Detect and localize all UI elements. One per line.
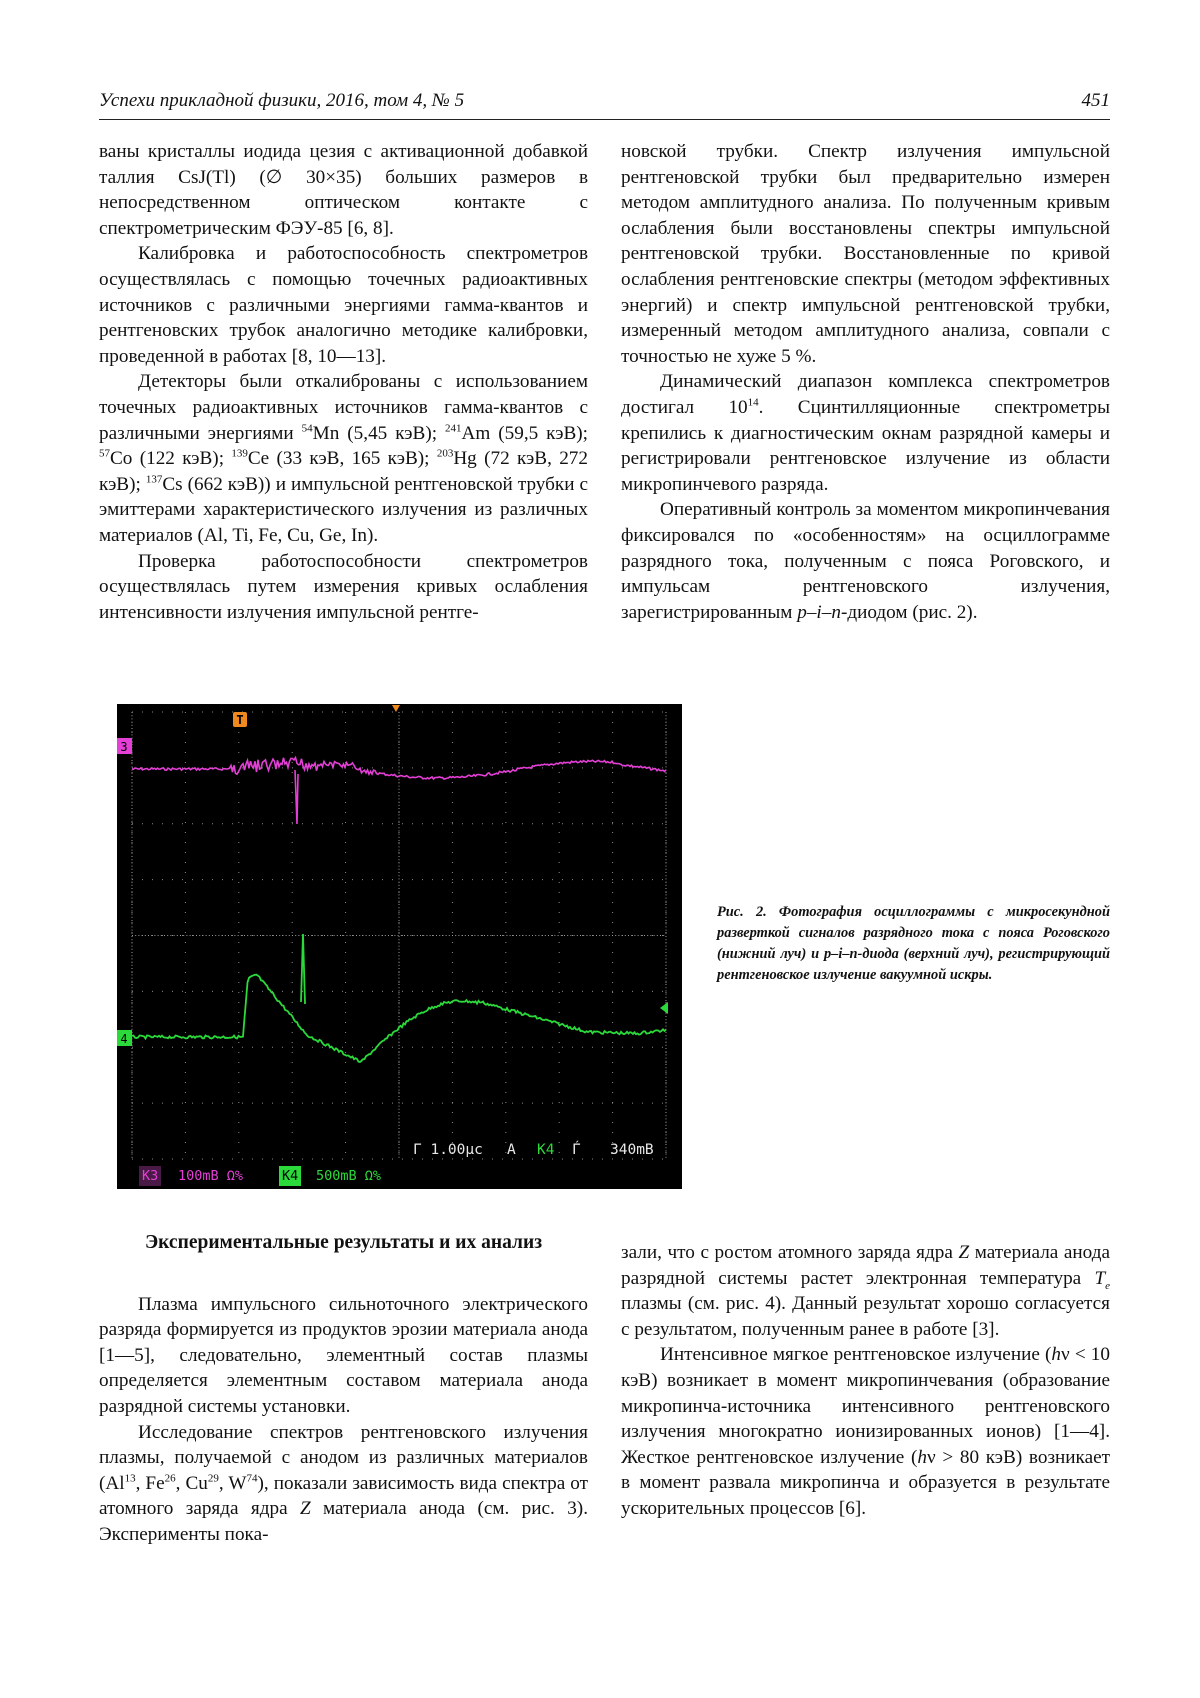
trigger-slope-readout: Ѓ (572, 1142, 581, 1158)
ch3-label: K3 (139, 1166, 161, 1186)
journal-title: Успехи прикладной физики, 2016, том 4, № 5 (99, 90, 465, 111)
page-number: 451 (1081, 90, 1110, 111)
oscillogram-figure (117, 704, 682, 1189)
paragraph: зали, что с ростом атомного заряда ядра Z материала анода разрядной системы растет электронная температура $T_e$ плазмы (см. рис. 4). Данный результат хорошо согласуется с результатом, полученным ранее в работе [3]. (621, 1242, 1110, 1340)
paragraph: Оперативный контроль за моментом микропинчевания фиксировался по «особенностям» на осциллограмме разрядного тока, полученным с пояса Роговского, и импульсам рентгеновского излучения, зарегистрированным p–i–n-диодом (рис. 2). (621, 499, 1110, 623)
section-heading: Экспериментальные результаты и их анализ (144, 1232, 543, 1253)
channel-status-bar (117, 1163, 682, 1189)
paragraph: Детекторы были откалиброваны с использованием точечных радиоактивных источников гамма-квантов с различными энергиями $^{54}$Mn (5,45 кэВ); $^{241}$Am (59,5 кэВ); $^{57}$Co (122 кэВ); $^{139}$Ce (33 кэВ, 165 кэВ); $^{203}$Hg (72 кэВ, 272 кэВ); $^{137}$Cs (662 кэВ)) и импульсной рентгеновской трубки с эмиттерами характеристического излучения из различных материалов (Al, Ti, Fe, Cu, Ge, In). (99, 371, 588, 546)
trigger-mode-readout: A (507, 1142, 516, 1158)
paragraph: ваны кристаллы иодида цезия с активационной добавкой таллия CsJ(Tl) (∅ 30×35) больших размеров в непосредственном оптическом контакте с спектрометрическим ФЭУ-85 [6, 8]. (99, 141, 588, 239)
running-header (99, 90, 1110, 120)
paragraph: новской трубки. Спектр излучения импульсной рентгеновской трубки был предварительно измерен методом амплитудного анализа. По полученным кривым ослабления были восстановлены спектры импульсной рентгеновской трубки. Восстановленные по кривой ослабления рентгеновские спектры (методом эффективных энергий) и спектр импульсной рентгеновской трубки, измеренный методом амплитудного анализа, совпали с точностью не хуже 5 %. (621, 141, 1110, 367)
trigger-marker (233, 712, 247, 727)
svg-text:T: T (236, 713, 244, 727)
ch4-label: K4 (279, 1166, 301, 1186)
trigger-channel-readout: K4 (537, 1142, 555, 1158)
paragraph: Плазма импульсного сильноточного электрического разряда формируется из продуктов эрозии материала анода [1—5], следовательно, элементный состав плазмы определяется элементным составом материала анода разрядной системы установки. (99, 1293, 588, 1417)
paragraph: Исследование спектров рентгеновского излучения плазмы, получаемой с анодом из различных материалов (Al$^{13}$, Fe$^{26}$, Cu$^{29}$, $W^{74}$), показали зависимость вида спектра от атомного заряда ядра Z материала анода (см. рис. 3). Эксперименты пока- (99, 1421, 588, 1545)
timebase-readout: Г 1.00µс (413, 1142, 483, 1158)
paragraph: Динамический диапазон комплекса спектрометров достигал $10^{14}$. Сцинтилляционные спектрометры крепились к диагностическим окнам разрядной камеры и регистрировали рентгеновское излучение из области микропинчевого разряда. (621, 371, 1110, 495)
ch4-marker (117, 1030, 132, 1046)
figure-caption: Рис. 2. Фотография осциллограммы с микросекундной разверткой сигналов разрядного тока с пояса Роговского (нижний луч) и p–i–n-диода (верхний луч), регистрирующий рентгеновское излучение вакуумной искры. (717, 904, 1110, 983)
column-right-bottom (621, 1240, 1110, 1522)
ch4-scale: 500mВ Ω% (316, 1168, 382, 1184)
svg-text:3: 3 (120, 740, 128, 754)
paragraph: Проверка работоспособности спектрометров осуществлялась путем измерения кривых ослабления интенсивности излучения импульсной рентге- (99, 550, 588, 623)
svg-text:4: 4 (120, 1032, 128, 1046)
paragraph: Интенсивное мягкое рентгеновское излучение (hν < 10 кэВ) возникает в момент микропинчевания (образование микропинча-источника интенсивного рентгеновского излучения многократно ионизированных ионов) [1—4]. Жесткое рентгеновское излучение (hν > 80 кэВ) возникает в момент развала микропинча и образуется в результате ускорительных процессов [6]. (621, 1344, 1111, 1519)
trigger-level-readout: 340mВ (610, 1142, 654, 1158)
paragraph: Калибровка и работоспособность спектрометров осуществлялась с помощью точечных радиоактивных источников с различными энергиями гамма-квантов и рентгеновских трубок аналогично методике калибровки, проведенной в работах [8, 10—13]. (99, 243, 588, 367)
oscilloscope-screen (117, 704, 682, 1189)
ch3-marker (117, 738, 132, 754)
column-left-bottom (99, 1232, 588, 1548)
column-left-top (99, 139, 588, 625)
header-rule (99, 119, 1110, 120)
ch3-scale: 100mВ Ω% (178, 1168, 244, 1184)
column-right-top (621, 139, 1110, 625)
